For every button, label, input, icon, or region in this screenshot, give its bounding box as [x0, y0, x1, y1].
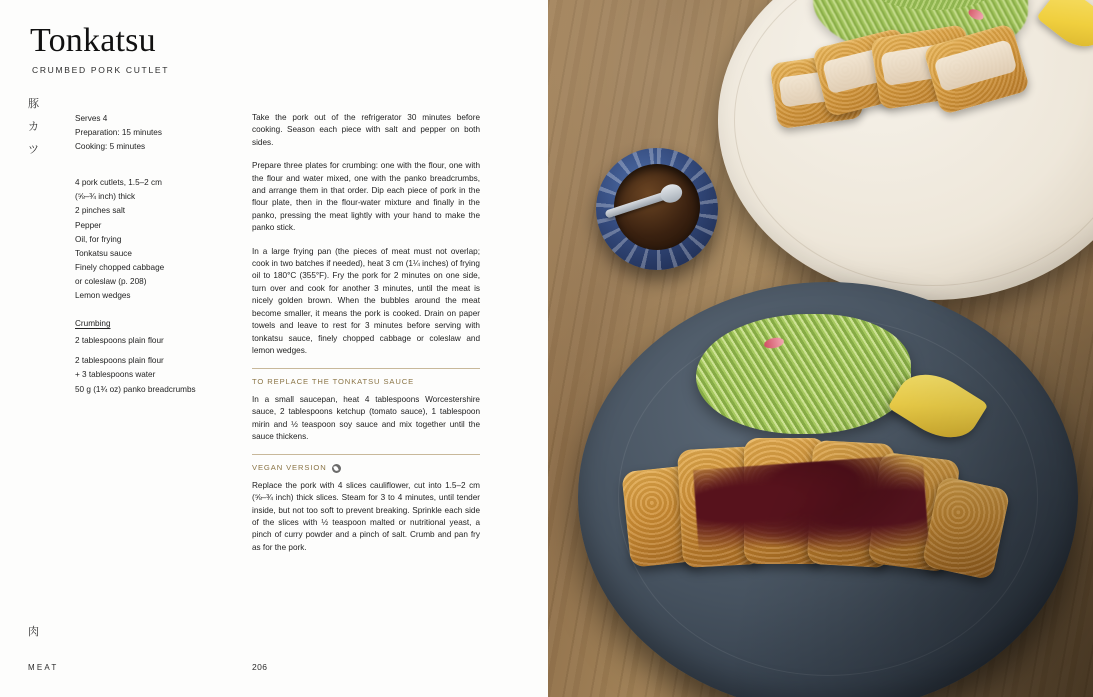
divider	[252, 368, 480, 369]
sauce-bowl	[596, 148, 718, 270]
footer-category: MEAT	[28, 663, 59, 672]
vegan-section-body: Replace the pork with 4 slices cauliflower, cut into 1.5–2 cm (⅝–¾ inch) thick slices. Steam for 3 to 4 minutes, until tender inside, but not too soft to prevent breaking. Sprinkle each side of the slices with ½ teaspoon malted or nutritional yeast, a pinch of curry powder and a pinch of salt. Crumb and pan fry as for the pork.	[252, 480, 480, 552]
page-subtitle: CRUMBED PORK CUTLET	[32, 65, 170, 75]
list-item: + 3 tablespoons water	[75, 370, 156, 380]
preparation-line: Preparation: 15 minutes	[75, 128, 162, 138]
kana-char: ツ	[28, 143, 39, 156]
list-item: (⅝–¾ inch) thick	[75, 192, 136, 202]
method-paragraph: Take the pork out of the refrigerator 30 minutes before cooking. Season each piece with salt and pepper on both sides.	[252, 113, 480, 147]
vegan-leaf-icon	[332, 464, 341, 473]
page-title: Tonkatsu	[30, 22, 156, 59]
list-item: 2 tablespoons plain flour	[75, 356, 164, 366]
ingredients-column	[75, 112, 225, 397]
sauce-section-heading	[252, 376, 480, 388]
recipe-photo	[548, 0, 1093, 697]
page-number: 206	[252, 662, 268, 672]
serves-line: Serves 4	[75, 114, 108, 123]
list-item: Lemon wedges	[75, 291, 131, 301]
category-kanji: 肉	[28, 625, 39, 638]
method-paragraph: In a large frying pan (the pieces of meat must not overlap; cook in two batches if needed), heat 3 cm (1¼ inches) of frying oil to 180°C (355°F). Fry the pork for 2 minutes on one side, turn over and cook for another 3 minutes, until the meat is nicely golden brown. When the bubbles around the meat become smaller, it means the pork is cooked. Drain on paper towels and leave to rest for 3 minutes before serving with tonkatsu sauce, finely chopped cabbage or coleslaw and lemon wedges.	[252, 246, 480, 355]
sauce-section-heading-label: TO REPLACE THE TONKATSU SAUCE	[252, 377, 415, 387]
list-item: Oil, for frying	[75, 234, 122, 244]
kana-char: カ	[28, 120, 39, 133]
list-item: 50 g (1¾ oz) panko breadcrumbs	[75, 384, 196, 394]
list-item: 2 tablespoons plain flour	[75, 336, 164, 346]
sauce-drizzle	[693, 454, 929, 562]
japanese-title-vertical	[28, 93, 39, 162]
list-item: Pepper	[75, 220, 102, 230]
method-paragraph: Prepare three plates for crumbing: one with the flour, one with the flour and water mixed, one with the panko breadcrumbs, and arrange them in that order. Dip each piece of pork in the flour plate, then in the flour-water mixture and finally in the panko, pressing the meat lightly with your hand to make the panko stick.	[252, 161, 480, 233]
sauce-section-body: In a small saucepan, heat 4 tablespoons Worcestershire sauce, 2 tablespoons ketchup (tomato sauce), 1 tablespoon mirin and ½ teaspoon soy sauce and mix together until the sauce thickens.	[252, 394, 480, 441]
list-item: or coleslaw (p. 208)	[75, 276, 147, 286]
method-column	[252, 112, 480, 565]
divider	[252, 454, 480, 455]
list-item: 2 pinches salt	[75, 206, 126, 216]
cooking-line: Cooking: 5 minutes	[75, 142, 146, 152]
vegan-section-heading-label: VEGAN VERSION	[252, 463, 327, 473]
list-item: 4 pork cutlets, 1.5–2 cm	[75, 178, 162, 188]
kana-char: 豚	[28, 97, 39, 110]
dark-blue-plate	[578, 282, 1078, 697]
list-item: Tonkatsu sauce	[75, 248, 132, 258]
crumbing-heading: Crumbing	[75, 319, 111, 329]
cabbage-salad	[696, 314, 911, 434]
vegan-section-heading	[252, 462, 480, 474]
list-item: Finely chopped cabbage	[75, 262, 165, 272]
tonkatsu-slices	[626, 432, 1016, 647]
